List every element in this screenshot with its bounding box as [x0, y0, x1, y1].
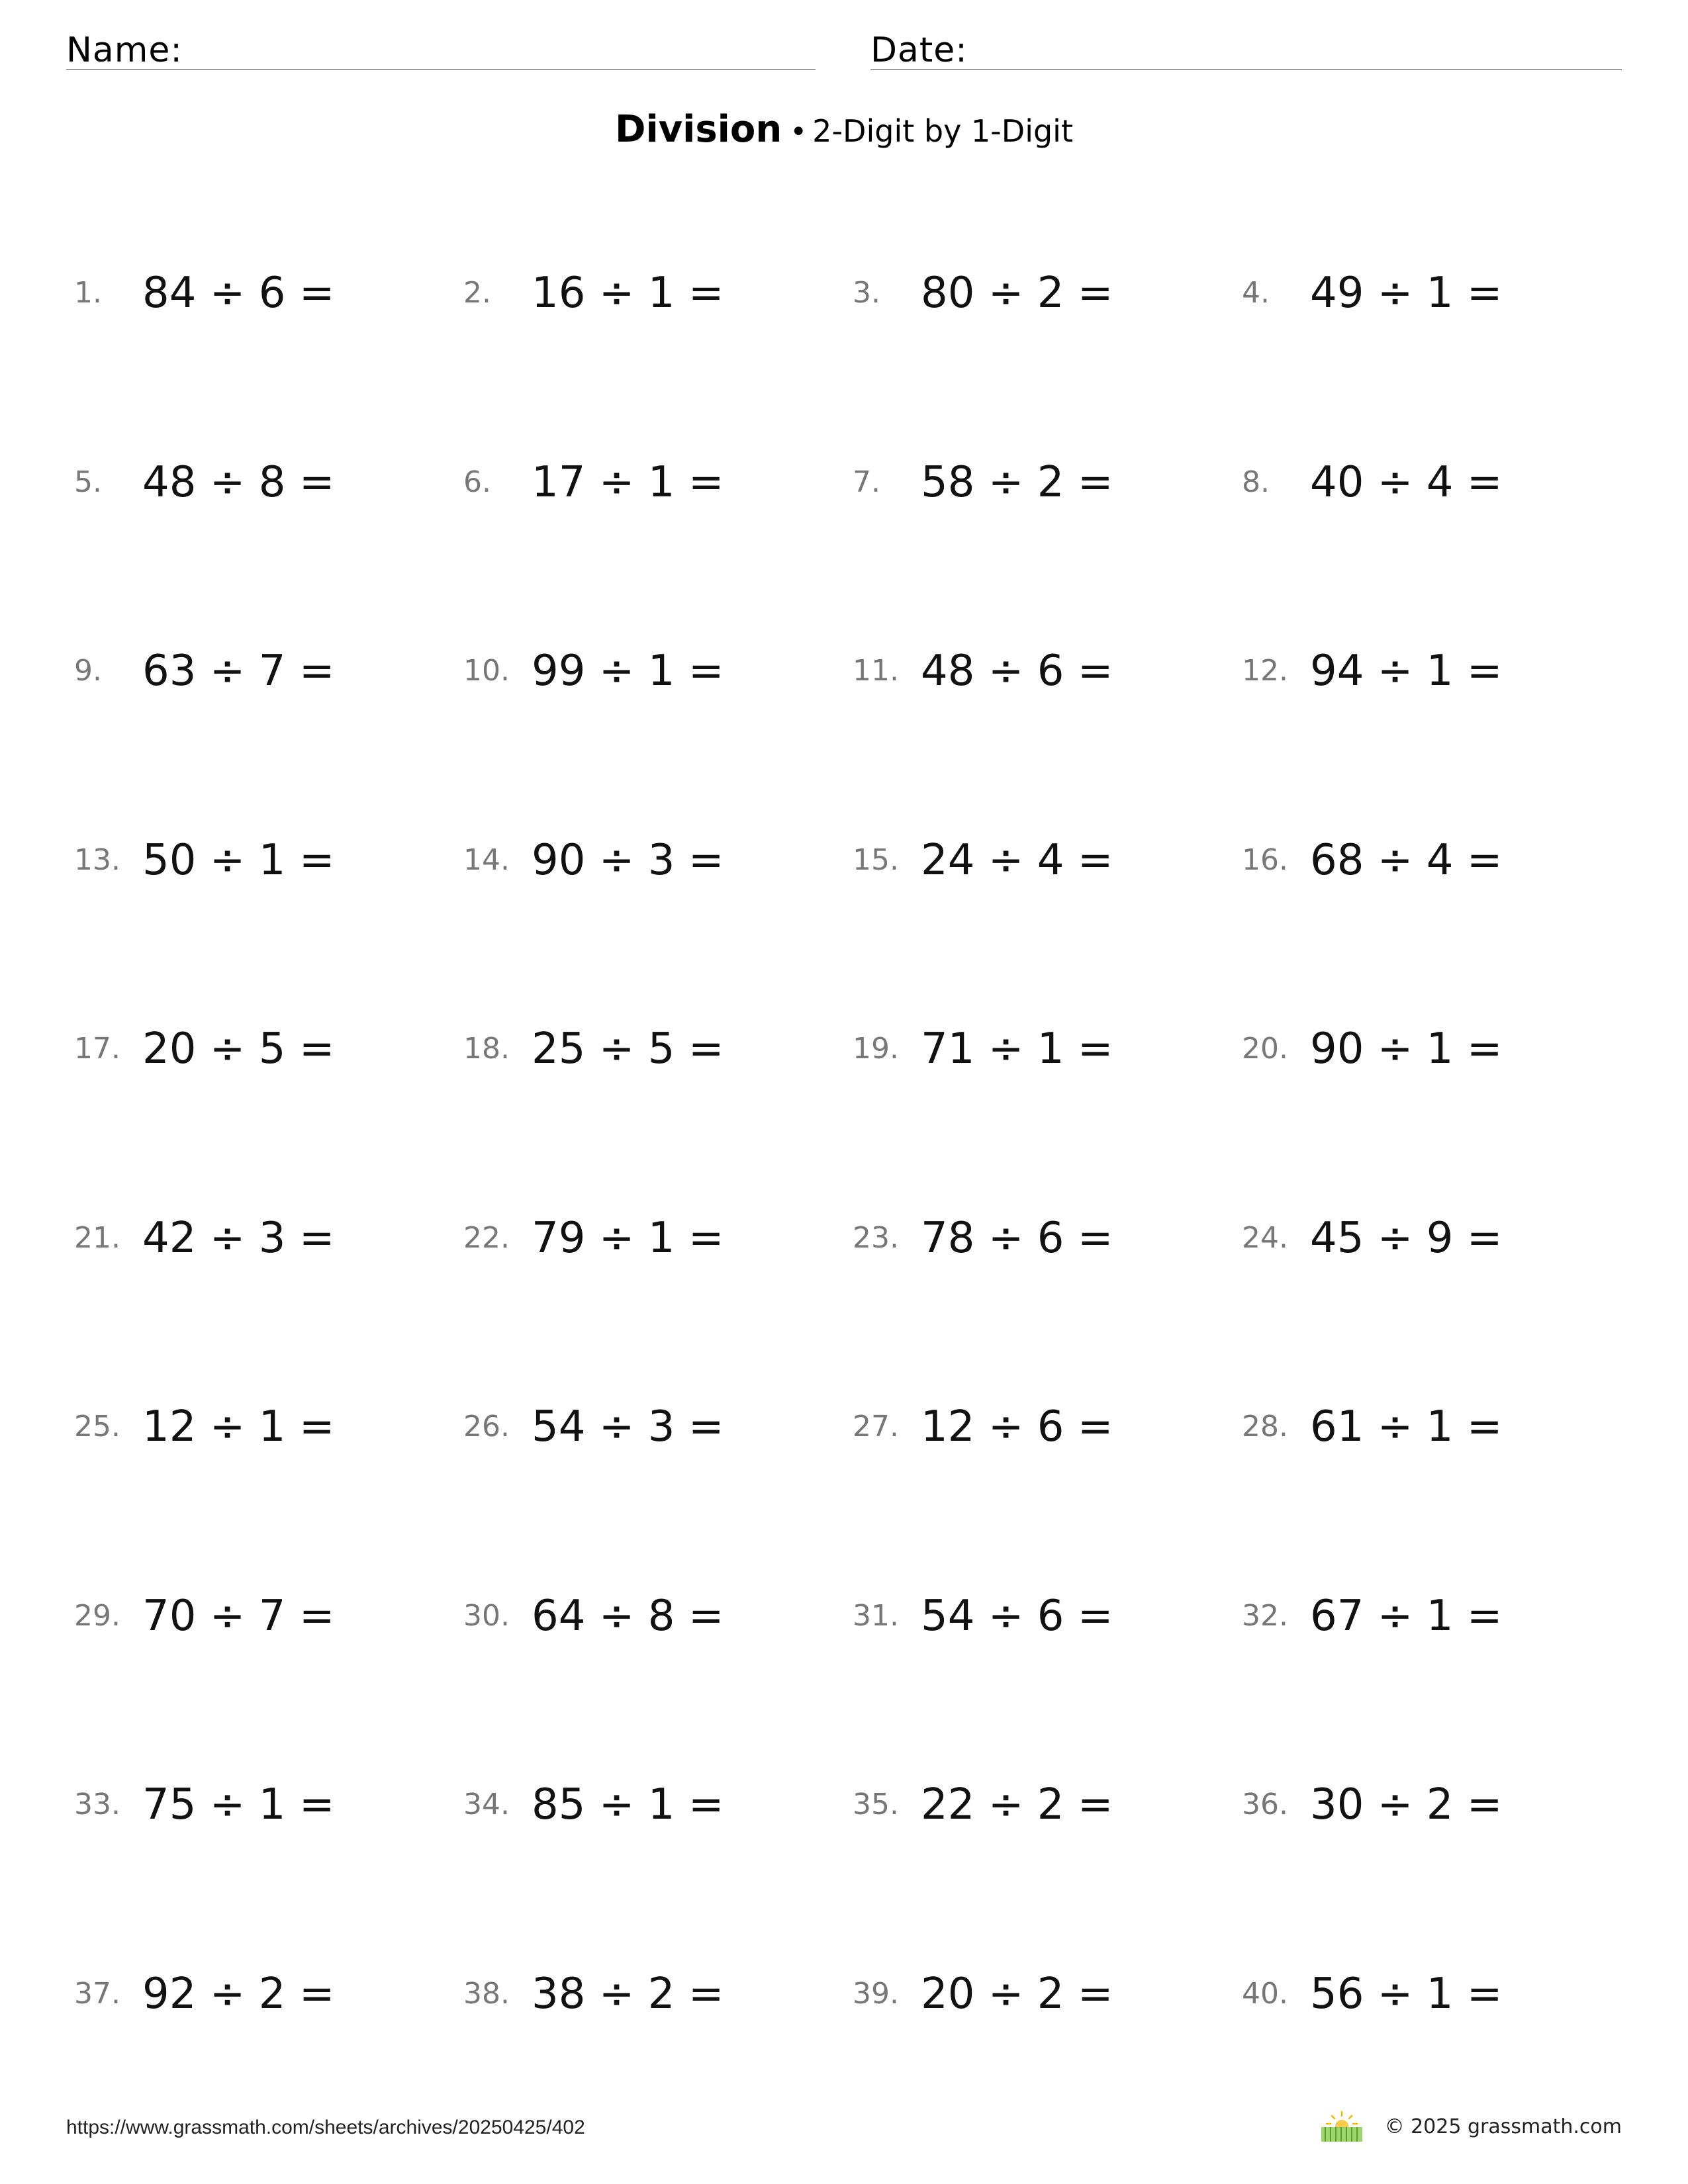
problem-item — [853, 1019, 1223, 1079]
grass-sun-logo-icon — [1319, 2110, 1365, 2143]
problem-number: 11. — [853, 654, 899, 688]
date-field[interactable] — [870, 24, 1622, 70]
problem-item — [1242, 641, 1613, 701]
problem-item — [463, 1775, 834, 1835]
problem-item — [463, 1397, 834, 1457]
problem-expression: 92 ÷ 2 = — [142, 1970, 335, 2019]
problem-number: 22. — [463, 1221, 510, 1255]
problem-item — [853, 1964, 1223, 2024]
problem-number: 36. — [1242, 1788, 1288, 1821]
problem-expression: 16 ÷ 1 = — [532, 269, 724, 318]
problem-expression: 71 ÷ 1 = — [921, 1024, 1113, 1073]
problem-expression: 42 ÷ 3 = — [142, 1214, 335, 1263]
problem-number: 28. — [1242, 1410, 1288, 1443]
problem-item — [853, 1208, 1223, 1268]
problem-number: 29. — [74, 1599, 120, 1633]
problem-number: 7. — [853, 465, 880, 499]
problem-expression: 78 ÷ 6 = — [921, 1214, 1113, 1263]
problem-number: 26. — [463, 1410, 510, 1443]
problem-number: 25. — [74, 1410, 120, 1443]
name-field[interactable] — [66, 24, 816, 70]
problem-expression: 54 ÷ 6 = — [921, 1592, 1113, 1641]
worksheet-title — [0, 106, 1688, 162]
footer-url[interactable]: https://www.grassmath.com/sheets/archives/20250425/402 — [66, 2116, 585, 2138]
problem-expression: 48 ÷ 8 = — [142, 458, 335, 507]
problem-item — [463, 453, 834, 512]
problem-expression: 99 ÷ 1 = — [532, 647, 724, 696]
problem-expression: 50 ÷ 1 = — [142, 836, 335, 885]
problem-expression: 38 ÷ 2 = — [532, 1970, 724, 2019]
problem-expression: 85 ÷ 1 = — [532, 1780, 724, 1829]
problem-item — [1242, 1586, 1613, 1646]
copyright-text: © 2025 grassmath.com — [1384, 2115, 1622, 2138]
problem-expression: 61 ÷ 1 = — [1310, 1402, 1503, 1451]
problem-number: 18. — [463, 1032, 510, 1066]
problem-expression: 63 ÷ 7 = — [142, 647, 335, 696]
problem-number: 34. — [463, 1788, 510, 1821]
problem-item — [463, 641, 834, 701]
problem-item — [1242, 1208, 1613, 1268]
problem-expression: 90 ÷ 1 = — [1310, 1024, 1503, 1073]
problem-number: 4. — [1242, 276, 1270, 310]
problem-item — [1242, 1397, 1613, 1457]
problem-expression: 54 ÷ 3 = — [532, 1402, 724, 1451]
problem-item — [74, 641, 445, 701]
problem-item — [853, 453, 1223, 512]
problem-number: 2. — [463, 276, 491, 310]
problem-expression: 80 ÷ 2 = — [921, 269, 1113, 318]
problem-expression: 94 ÷ 1 = — [1310, 647, 1503, 696]
problem-number: 15. — [853, 843, 899, 877]
problem-number: 33. — [74, 1788, 120, 1821]
problem-expression: 24 ÷ 4 = — [921, 836, 1113, 885]
problem-item — [463, 1586, 834, 1646]
problem-number: 12. — [1242, 654, 1288, 688]
problem-expression: 67 ÷ 1 = — [1310, 1592, 1503, 1641]
problem-expression: 70 ÷ 7 = — [142, 1592, 335, 1641]
problem-item — [74, 1397, 445, 1457]
problem-item — [74, 831, 445, 890]
problem-number: 24. — [1242, 1221, 1288, 1255]
problem-item — [463, 263, 834, 323]
problem-item — [1242, 453, 1613, 512]
problem-item — [853, 831, 1223, 890]
problem-item — [463, 1964, 834, 2024]
problem-number: 5. — [74, 465, 102, 499]
problem-item — [74, 263, 445, 323]
problem-item — [1242, 831, 1613, 890]
problem-number: 27. — [853, 1410, 899, 1443]
problem-item — [1242, 1019, 1613, 1079]
problem-item — [853, 263, 1223, 323]
problem-number: 23. — [853, 1221, 899, 1255]
problem-number: 40. — [1242, 1977, 1288, 2011]
problem-item — [74, 1208, 445, 1268]
problem-item — [1242, 1775, 1613, 1835]
problem-item — [853, 641, 1223, 701]
problem-expression: 75 ÷ 1 = — [142, 1780, 335, 1829]
problem-expression: 22 ÷ 2 = — [921, 1780, 1113, 1829]
problem-number: 8. — [1242, 465, 1270, 499]
problem-expression: 45 ÷ 9 = — [1310, 1214, 1503, 1263]
problem-expression: 20 ÷ 2 = — [921, 1970, 1113, 2019]
problem-number: 9. — [74, 654, 102, 688]
title-subtitle: 2-Digit by 1-Digit — [812, 113, 1074, 149]
problem-expression: 79 ÷ 1 = — [532, 1214, 724, 1263]
problem-item — [74, 1775, 445, 1835]
footer-branding — [1319, 2109, 1622, 2144]
problem-item — [1242, 1964, 1613, 2024]
problem-item — [853, 1586, 1223, 1646]
date-label: Date: — [870, 30, 968, 70]
problem-expression: 40 ÷ 4 = — [1310, 458, 1503, 507]
problem-number: 39. — [853, 1977, 899, 2011]
header — [66, 24, 1622, 70]
name-label: Name: — [66, 30, 183, 70]
problem-expression: 12 ÷ 1 = — [142, 1402, 335, 1451]
problem-number: 19. — [853, 1032, 899, 1066]
problem-item — [853, 1775, 1223, 1835]
problem-item — [74, 1586, 445, 1646]
problem-number: 32. — [1242, 1599, 1288, 1633]
problem-item — [1242, 263, 1613, 323]
problem-item — [463, 831, 834, 890]
problem-expression: 84 ÷ 6 = — [142, 269, 335, 318]
problem-number: 1. — [74, 276, 102, 310]
problem-number: 30. — [463, 1599, 510, 1633]
problem-item — [74, 1019, 445, 1079]
problem-number: 10. — [463, 654, 510, 688]
problem-expression: 17 ÷ 1 = — [532, 458, 724, 507]
problem-number: 31. — [853, 1599, 899, 1633]
problem-item — [74, 1964, 445, 2024]
problem-number: 37. — [74, 1977, 120, 2011]
problem-item — [463, 1019, 834, 1079]
problem-expression: 64 ÷ 8 = — [532, 1592, 724, 1641]
problem-expression: 25 ÷ 5 = — [532, 1024, 724, 1073]
problem-number: 16. — [1242, 843, 1288, 877]
problem-number: 17. — [74, 1032, 120, 1066]
problem-number: 13. — [74, 843, 120, 877]
problem-number: 3. — [853, 276, 880, 310]
problem-number: 14. — [463, 843, 510, 877]
problem-expression: 56 ÷ 1 = — [1310, 1970, 1503, 2019]
problem-expression: 20 ÷ 5 = — [142, 1024, 335, 1073]
problem-expression: 49 ÷ 1 = — [1310, 269, 1503, 318]
problem-expression: 12 ÷ 6 = — [921, 1402, 1113, 1451]
problem-number: 21. — [74, 1221, 120, 1255]
problem-item — [74, 453, 445, 512]
problem-expression: 68 ÷ 4 = — [1310, 836, 1503, 885]
title-main: Division — [614, 108, 782, 151]
problem-number: 35. — [853, 1788, 899, 1821]
problem-expression: 58 ÷ 2 = — [921, 458, 1113, 507]
problem-item — [463, 1208, 834, 1268]
problem-number: 38. — [463, 1977, 510, 2011]
problem-number: 6. — [463, 465, 491, 499]
title-separator: • — [790, 115, 808, 149]
problem-expression: 48 ÷ 6 = — [921, 647, 1113, 696]
problem-item — [853, 1397, 1223, 1457]
problem-number: 20. — [1242, 1032, 1288, 1066]
problem-expression: 90 ÷ 3 = — [532, 836, 724, 885]
problem-expression: 30 ÷ 2 = — [1310, 1780, 1503, 1829]
